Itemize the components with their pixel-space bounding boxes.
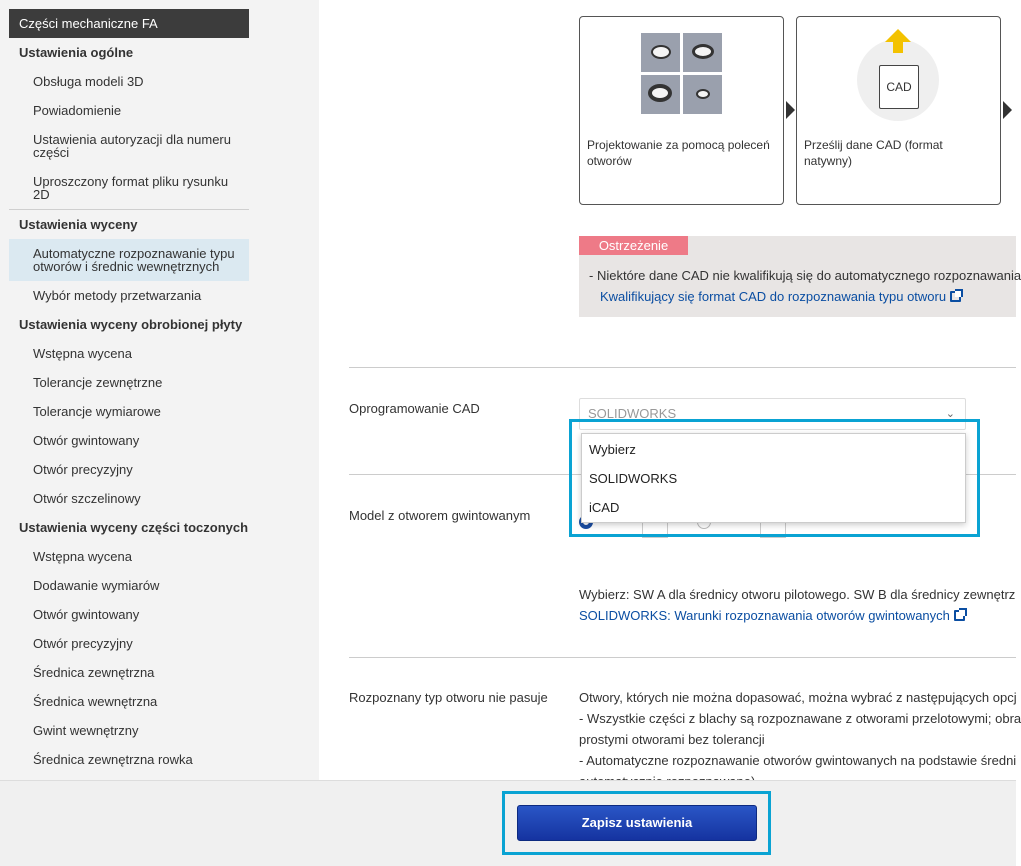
save-settings-button[interactable]: Zapisz ustawienia xyxy=(517,805,757,841)
sidebar-item-turned-precision[interactable]: Otwór precyzyjny xyxy=(33,636,133,651)
dropdown-option-choose[interactable]: Wybierz xyxy=(589,442,636,457)
sidebar-item-turned-add-dims[interactable]: Dodawanie wymiarów xyxy=(33,578,160,593)
sidebar-item-plate-precision[interactable]: Otwór precyzyjny xyxy=(33,462,133,477)
footer-bar xyxy=(0,780,1016,866)
sidebar-header[interactable]: Części mechaniczne FA xyxy=(9,9,249,38)
external-link-icon xyxy=(950,291,961,302)
sidebar-section-plate[interactable]: Ustawienia wyceny obrobionej płyty xyxy=(19,317,243,332)
cad-document-icon: CAD xyxy=(879,65,919,109)
card-hole-commands xyxy=(579,16,784,205)
chevron-down-icon: ⌄ xyxy=(945,408,955,420)
sidebar-item-plate-threaded[interactable]: Otwór gwintowany xyxy=(33,433,140,448)
sidebar-item-3d-models[interactable]: Obsługa modeli 3D xyxy=(33,74,144,89)
cad-software-selected: SOLIDWORKS xyxy=(588,406,677,421)
sidebar-item-2d-drawing-format[interactable]: Uproszczony format pliku rysunku 2D xyxy=(33,174,229,202)
cad-software-select[interactable] xyxy=(579,398,966,430)
card-upload-cad-text: Prześlij dane CAD (format natywny) xyxy=(804,138,943,168)
sidebar-item-plate-slot[interactable]: Otwór szczelinowy xyxy=(33,491,141,506)
sidebar-item-turned-inner-thread[interactable]: Gwint wewnętrzny xyxy=(33,723,139,738)
warning-text: - Niektóre dane CAD nie kwalifikują się do automatycznego rozpoznawania xyxy=(589,268,1021,283)
card-hole-commands-text: Projektowanie za pomocą poleceń otworów xyxy=(587,138,770,168)
sidebar xyxy=(0,0,319,780)
cad-software-label: Oprogramowanie CAD xyxy=(349,401,480,416)
card-upload-cad xyxy=(796,16,1001,205)
warning-box xyxy=(579,236,1021,317)
unmatched-label: Rozpoznany typ otworu nie pasuje xyxy=(349,690,548,705)
threaded-help-text: Wybierz: SW A dla średnicy otworu pilotowego. SW B dla średnicy zewnętrz xyxy=(579,587,1016,602)
unmatched-line: - Wszystkie części z blachy są rozpoznawane z otworami przelotowymi; obra xyxy=(579,711,1021,726)
sidebar-item-turned-threaded[interactable]: Otwór gwintowany xyxy=(33,607,140,622)
step-arrow-icon xyxy=(786,101,795,119)
sidebar-item-notification[interactable]: Powiadomienie xyxy=(33,103,122,118)
sidebar-item-turned-prelim[interactable]: Wstępna wycena xyxy=(33,549,132,564)
sidebar-item-part-number-auth[interactable]: Ustawienia autoryzacji dla numeru części xyxy=(33,132,231,160)
sidebar-section-quote[interactable]: Ustawienia wyceny xyxy=(19,217,138,232)
dropdown-option-icad[interactable]: iCAD xyxy=(589,500,620,515)
threaded-model-label: Model z otworem gwintowanym xyxy=(349,508,531,523)
cad-software-dropdown xyxy=(581,433,966,523)
sidebar-item-turned-outer-dia[interactable]: Średnica zewnętrzna xyxy=(33,665,155,680)
sidebar-item-plate-outer-tol[interactable]: Tolerancje zewnętrzne xyxy=(33,375,163,390)
step-arrow-icon xyxy=(1003,101,1012,119)
warning-link[interactable]: Kwalifikujący się format CAD do rozpoznawania typu otworu xyxy=(600,289,961,304)
sidebar-item-auto-hole-recognition[interactable]: Automatyczne rozpoznawanie typu otworów i średnic wewnętrznych xyxy=(33,246,235,274)
sidebar-section-turned[interactable]: Ustawienia wyceny części toczonych xyxy=(19,520,249,535)
divider xyxy=(349,367,1016,368)
external-link-icon xyxy=(954,610,965,621)
unmatched-line: - Automatyczne rozpoznawanie otworów gwintowanych na podstawie średni xyxy=(579,753,1017,768)
sidebar-item-turned-groove-dia[interactable]: Średnica zewnętrzna rowka xyxy=(33,752,193,767)
dropdown-option-solidworks[interactable]: SOLIDWORKS xyxy=(589,471,678,486)
hole-types-icon xyxy=(641,33,722,114)
warning-tag: Ostrzeżenie xyxy=(579,236,688,255)
sidebar-divider xyxy=(9,209,249,210)
divider xyxy=(349,657,1016,658)
sidebar-section-general[interactable]: Ustawienia ogólne xyxy=(19,45,134,60)
unmatched-line: prostymi otworami bez tolerancji xyxy=(579,732,765,747)
sidebar-item-turned-inner-dia[interactable]: Średnica wewnętrzna xyxy=(33,694,158,709)
main-content xyxy=(319,0,1021,780)
sidebar-item-plate-dim-tol[interactable]: Tolerancje wymiarowe xyxy=(33,404,161,419)
unmatched-line: Otwory, których nie można dopasować, można wybrać z następujących opcj xyxy=(579,690,1017,705)
threaded-conditions-link[interactable]: SOLIDWORKS: Warunki rozpoznawania otworów gwintowanych xyxy=(579,608,965,623)
sidebar-item-processing-method[interactable]: Wybór metody przetwarzania xyxy=(33,288,202,303)
sidebar-item-plate-prelim[interactable]: Wstępna wycena xyxy=(33,346,132,361)
